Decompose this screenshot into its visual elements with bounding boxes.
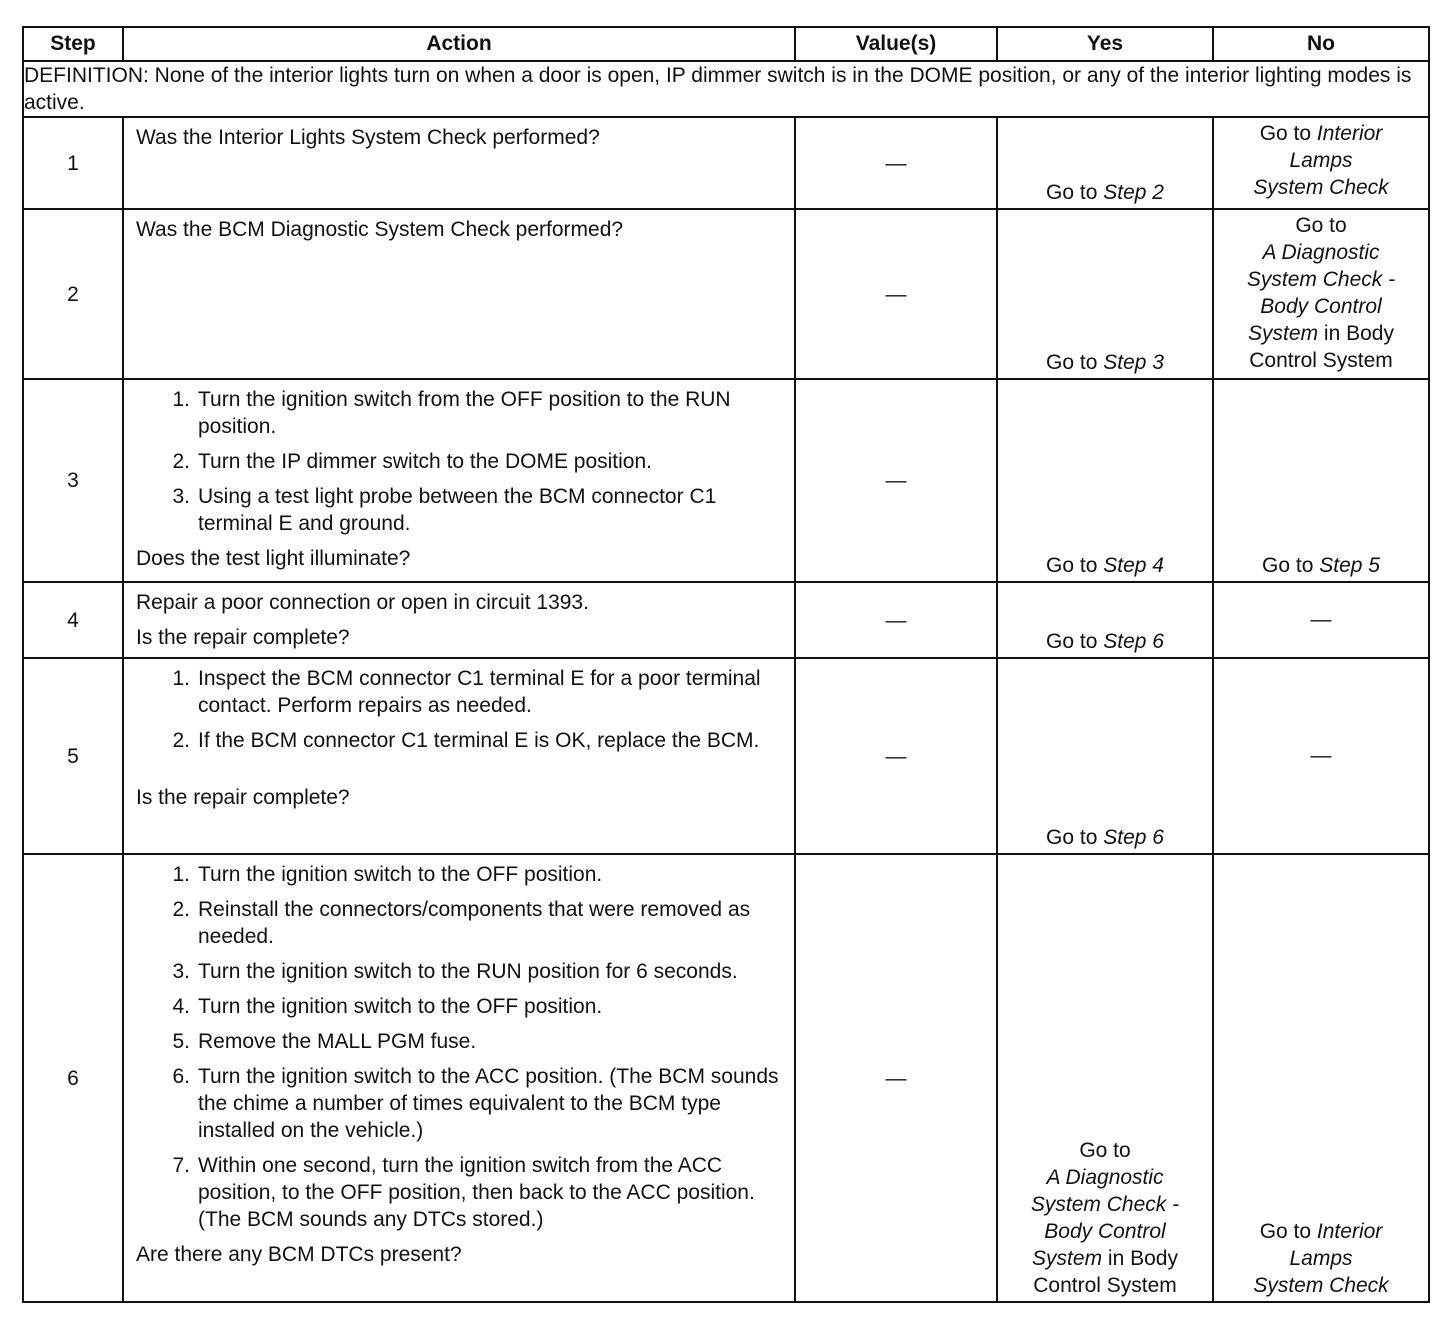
item-number: 1. bbox=[172, 863, 190, 886]
no-text-control-system: Control System bbox=[1249, 349, 1393, 372]
yes-link-step-2[interactable]: Step 2 bbox=[1103, 181, 1164, 204]
action-question: Are there any BCM DTCs present? bbox=[136, 1243, 462, 1266]
action-cell bbox=[123, 117, 795, 209]
item-text: Within one second, turn the ignition switch from the ACC position, to the OFF position, then back to the ACC position. (The BCM sounds any DTCs stored.) bbox=[198, 1154, 755, 1231]
step-number: 4 bbox=[23, 582, 123, 658]
yes-link-line-1[interactable]: A Diagnostic bbox=[1046, 1166, 1164, 1189]
item-text: Reinstall the connectors/components that were removed as needed. bbox=[198, 898, 751, 948]
action-cell bbox=[123, 582, 795, 658]
action-item bbox=[136, 448, 782, 475]
no-link-system-check[interactable]: System Check bbox=[1253, 1274, 1389, 1297]
header-row bbox=[23, 27, 1429, 61]
item-number: 1. bbox=[172, 667, 190, 690]
action-question: Does the test light illuminate? bbox=[136, 547, 411, 570]
item-text: Remove the MALL PGM fuse. bbox=[198, 1030, 477, 1053]
item-number: 2. bbox=[172, 729, 190, 752]
no-link-system-check[interactable]: System Check bbox=[1253, 176, 1389, 199]
action-item bbox=[136, 386, 782, 440]
no-goto-label: Go to bbox=[1259, 122, 1312, 145]
step-row-1 bbox=[23, 117, 1429, 209]
no-cell bbox=[1213, 379, 1429, 582]
yes-link-step-3[interactable]: Step 3 bbox=[1103, 351, 1164, 374]
definition-text: DEFINITION: None of the interior lights turn on when a door is open, IP dimmer switch is in the DOME position, or any of the interior lighting modes is active. bbox=[23, 61, 1429, 117]
yes-goto-label: Go to bbox=[1079, 1139, 1131, 1162]
value-dash: — bbox=[795, 209, 997, 379]
no-goto-label: Go to bbox=[1259, 1220, 1312, 1243]
item-text: Using a test light probe between the BCM connector C1 terminal E and ground. bbox=[198, 485, 717, 535]
yes-cell bbox=[997, 854, 1213, 1302]
action-instruction: Repair a poor connection or open in circuit 1393. bbox=[136, 591, 589, 614]
yes-link-step-4[interactable]: Step 4 bbox=[1103, 554, 1164, 577]
action-item bbox=[136, 1152, 782, 1233]
action-cell bbox=[123, 379, 795, 582]
yes-cell bbox=[997, 379, 1213, 582]
no-dash: — bbox=[1213, 582, 1429, 658]
header-yes: Yes bbox=[997, 27, 1213, 61]
diagnostic-document bbox=[22, 26, 1430, 1303]
yes-goto-label: Go to bbox=[1046, 554, 1098, 577]
action-question: Was the BCM Diagnostic System Check performed? bbox=[136, 218, 624, 241]
no-link-interior[interactable]: Interior bbox=[1316, 122, 1383, 145]
yes-link-line-4[interactable]: System bbox=[1032, 1247, 1103, 1270]
action-item bbox=[136, 1063, 782, 1144]
item-number: 2. bbox=[172, 898, 190, 921]
no-link-lamps[interactable]: Lamps bbox=[1289, 149, 1353, 172]
action-item bbox=[136, 483, 782, 537]
item-number: 4. bbox=[172, 995, 190, 1018]
item-text: Turn the ignition switch to the OFF position. bbox=[198, 863, 603, 886]
action-item bbox=[136, 727, 782, 754]
value-dash: — bbox=[795, 582, 997, 658]
action-cell bbox=[123, 209, 795, 379]
no-link-line-2[interactable]: System Check - bbox=[1246, 268, 1396, 291]
item-text: Turn the ignition switch to the RUN position for 6 seconds. bbox=[198, 960, 738, 983]
item-text: Turn the IP dimmer switch to the DOME position. bbox=[198, 450, 653, 473]
item-number: 5. bbox=[172, 1030, 190, 1053]
no-text-in-body: in Body bbox=[1318, 322, 1394, 345]
action-item bbox=[136, 665, 782, 719]
header-values: Value(s) bbox=[795, 27, 997, 61]
action-question: Was the Interior Lights System Check performed? bbox=[136, 126, 600, 149]
value-dash: — bbox=[795, 117, 997, 209]
no-link-interior[interactable]: Interior bbox=[1316, 1220, 1383, 1243]
no-cell bbox=[1213, 209, 1429, 379]
no-link-lamps[interactable]: Lamps bbox=[1289, 1247, 1353, 1270]
item-number: 7. bbox=[172, 1154, 190, 1177]
action-list bbox=[136, 861, 782, 1233]
item-number: 3. bbox=[172, 485, 190, 508]
no-cell bbox=[1213, 117, 1429, 209]
action-item bbox=[136, 861, 782, 888]
action-list bbox=[136, 386, 782, 537]
value-dash: — bbox=[795, 854, 997, 1302]
yes-cell bbox=[997, 658, 1213, 854]
item-text: Turn the ignition switch from the OFF position to the RUN position. bbox=[198, 388, 731, 438]
step-number: 6 bbox=[23, 854, 123, 1302]
action-list bbox=[136, 665, 782, 754]
action-item bbox=[136, 993, 782, 1020]
yes-cell bbox=[997, 582, 1213, 658]
yes-goto-label: Go to bbox=[1046, 630, 1098, 653]
yes-text-in-body: in Body bbox=[1102, 1247, 1178, 1270]
yes-link-step-6[interactable]: Step 6 bbox=[1103, 826, 1164, 849]
item-number: 2. bbox=[172, 450, 190, 473]
item-number: 3. bbox=[172, 960, 190, 983]
yes-cell bbox=[997, 209, 1213, 379]
action-item bbox=[136, 1028, 782, 1055]
no-link-line-3[interactable]: Body Control bbox=[1260, 295, 1382, 318]
step-number: 5 bbox=[23, 658, 123, 854]
step-number: 3 bbox=[23, 379, 123, 582]
definition-row bbox=[23, 61, 1429, 117]
diagnostic-table bbox=[22, 26, 1430, 1303]
no-cell bbox=[1213, 854, 1429, 1302]
step-row-5 bbox=[23, 658, 1429, 854]
item-number: 1. bbox=[172, 388, 190, 411]
header-action: Action bbox=[123, 27, 795, 61]
action-cell bbox=[123, 658, 795, 854]
value-dash: — bbox=[795, 658, 997, 854]
yes-goto-label: Go to bbox=[1046, 351, 1098, 374]
no-link-line-4[interactable]: System bbox=[1248, 322, 1319, 345]
no-link-line-1[interactable]: A Diagnostic bbox=[1262, 241, 1380, 264]
step-row-4 bbox=[23, 582, 1429, 658]
step-number: 2 bbox=[23, 209, 123, 379]
action-cell bbox=[123, 854, 795, 1302]
yes-goto-label: Go to bbox=[1046, 826, 1098, 849]
header-no: No bbox=[1213, 27, 1429, 61]
item-text: If the BCM connector C1 terminal E is OK, replace the BCM. bbox=[198, 729, 760, 752]
yes-link-step-6[interactable]: Step 6 bbox=[1103, 630, 1164, 653]
yes-cell bbox=[997, 117, 1213, 209]
no-dash: — bbox=[1213, 658, 1429, 854]
item-text: Turn the ignition switch to the ACC position. (The BCM sounds the chime a number of times equivalent to the BCM type installed on the vehicle.) bbox=[198, 1065, 779, 1142]
yes-link-line-2[interactable]: System Check - bbox=[1030, 1193, 1180, 1216]
step-number: 1 bbox=[23, 117, 123, 209]
action-item bbox=[136, 896, 782, 950]
step-row-3 bbox=[23, 379, 1429, 582]
item-text: Turn the ignition switch to the OFF position. bbox=[198, 995, 603, 1018]
yes-link-line-3[interactable]: Body Control bbox=[1044, 1220, 1166, 1243]
no-goto-label: Go to bbox=[1262, 554, 1314, 577]
header-step: Step bbox=[23, 27, 123, 61]
step-row-6 bbox=[23, 854, 1429, 1302]
value-dash: — bbox=[795, 379, 997, 582]
action-question: Is the repair complete? bbox=[136, 626, 350, 649]
step-row-2 bbox=[23, 209, 1429, 379]
yes-goto-label: Go to bbox=[1046, 181, 1098, 204]
no-link-step-5[interactable]: Step 5 bbox=[1319, 554, 1380, 577]
item-text: Inspect the BCM connector C1 terminal E for a poor terminal contact. Perform repairs as needed. bbox=[198, 667, 761, 717]
no-goto-label: Go to bbox=[1295, 214, 1347, 237]
yes-text-control-system: Control System bbox=[1033, 1274, 1177, 1297]
item-number: 6. bbox=[172, 1065, 190, 1088]
action-item bbox=[136, 958, 782, 985]
action-question: Is the repair complete? bbox=[136, 786, 350, 809]
